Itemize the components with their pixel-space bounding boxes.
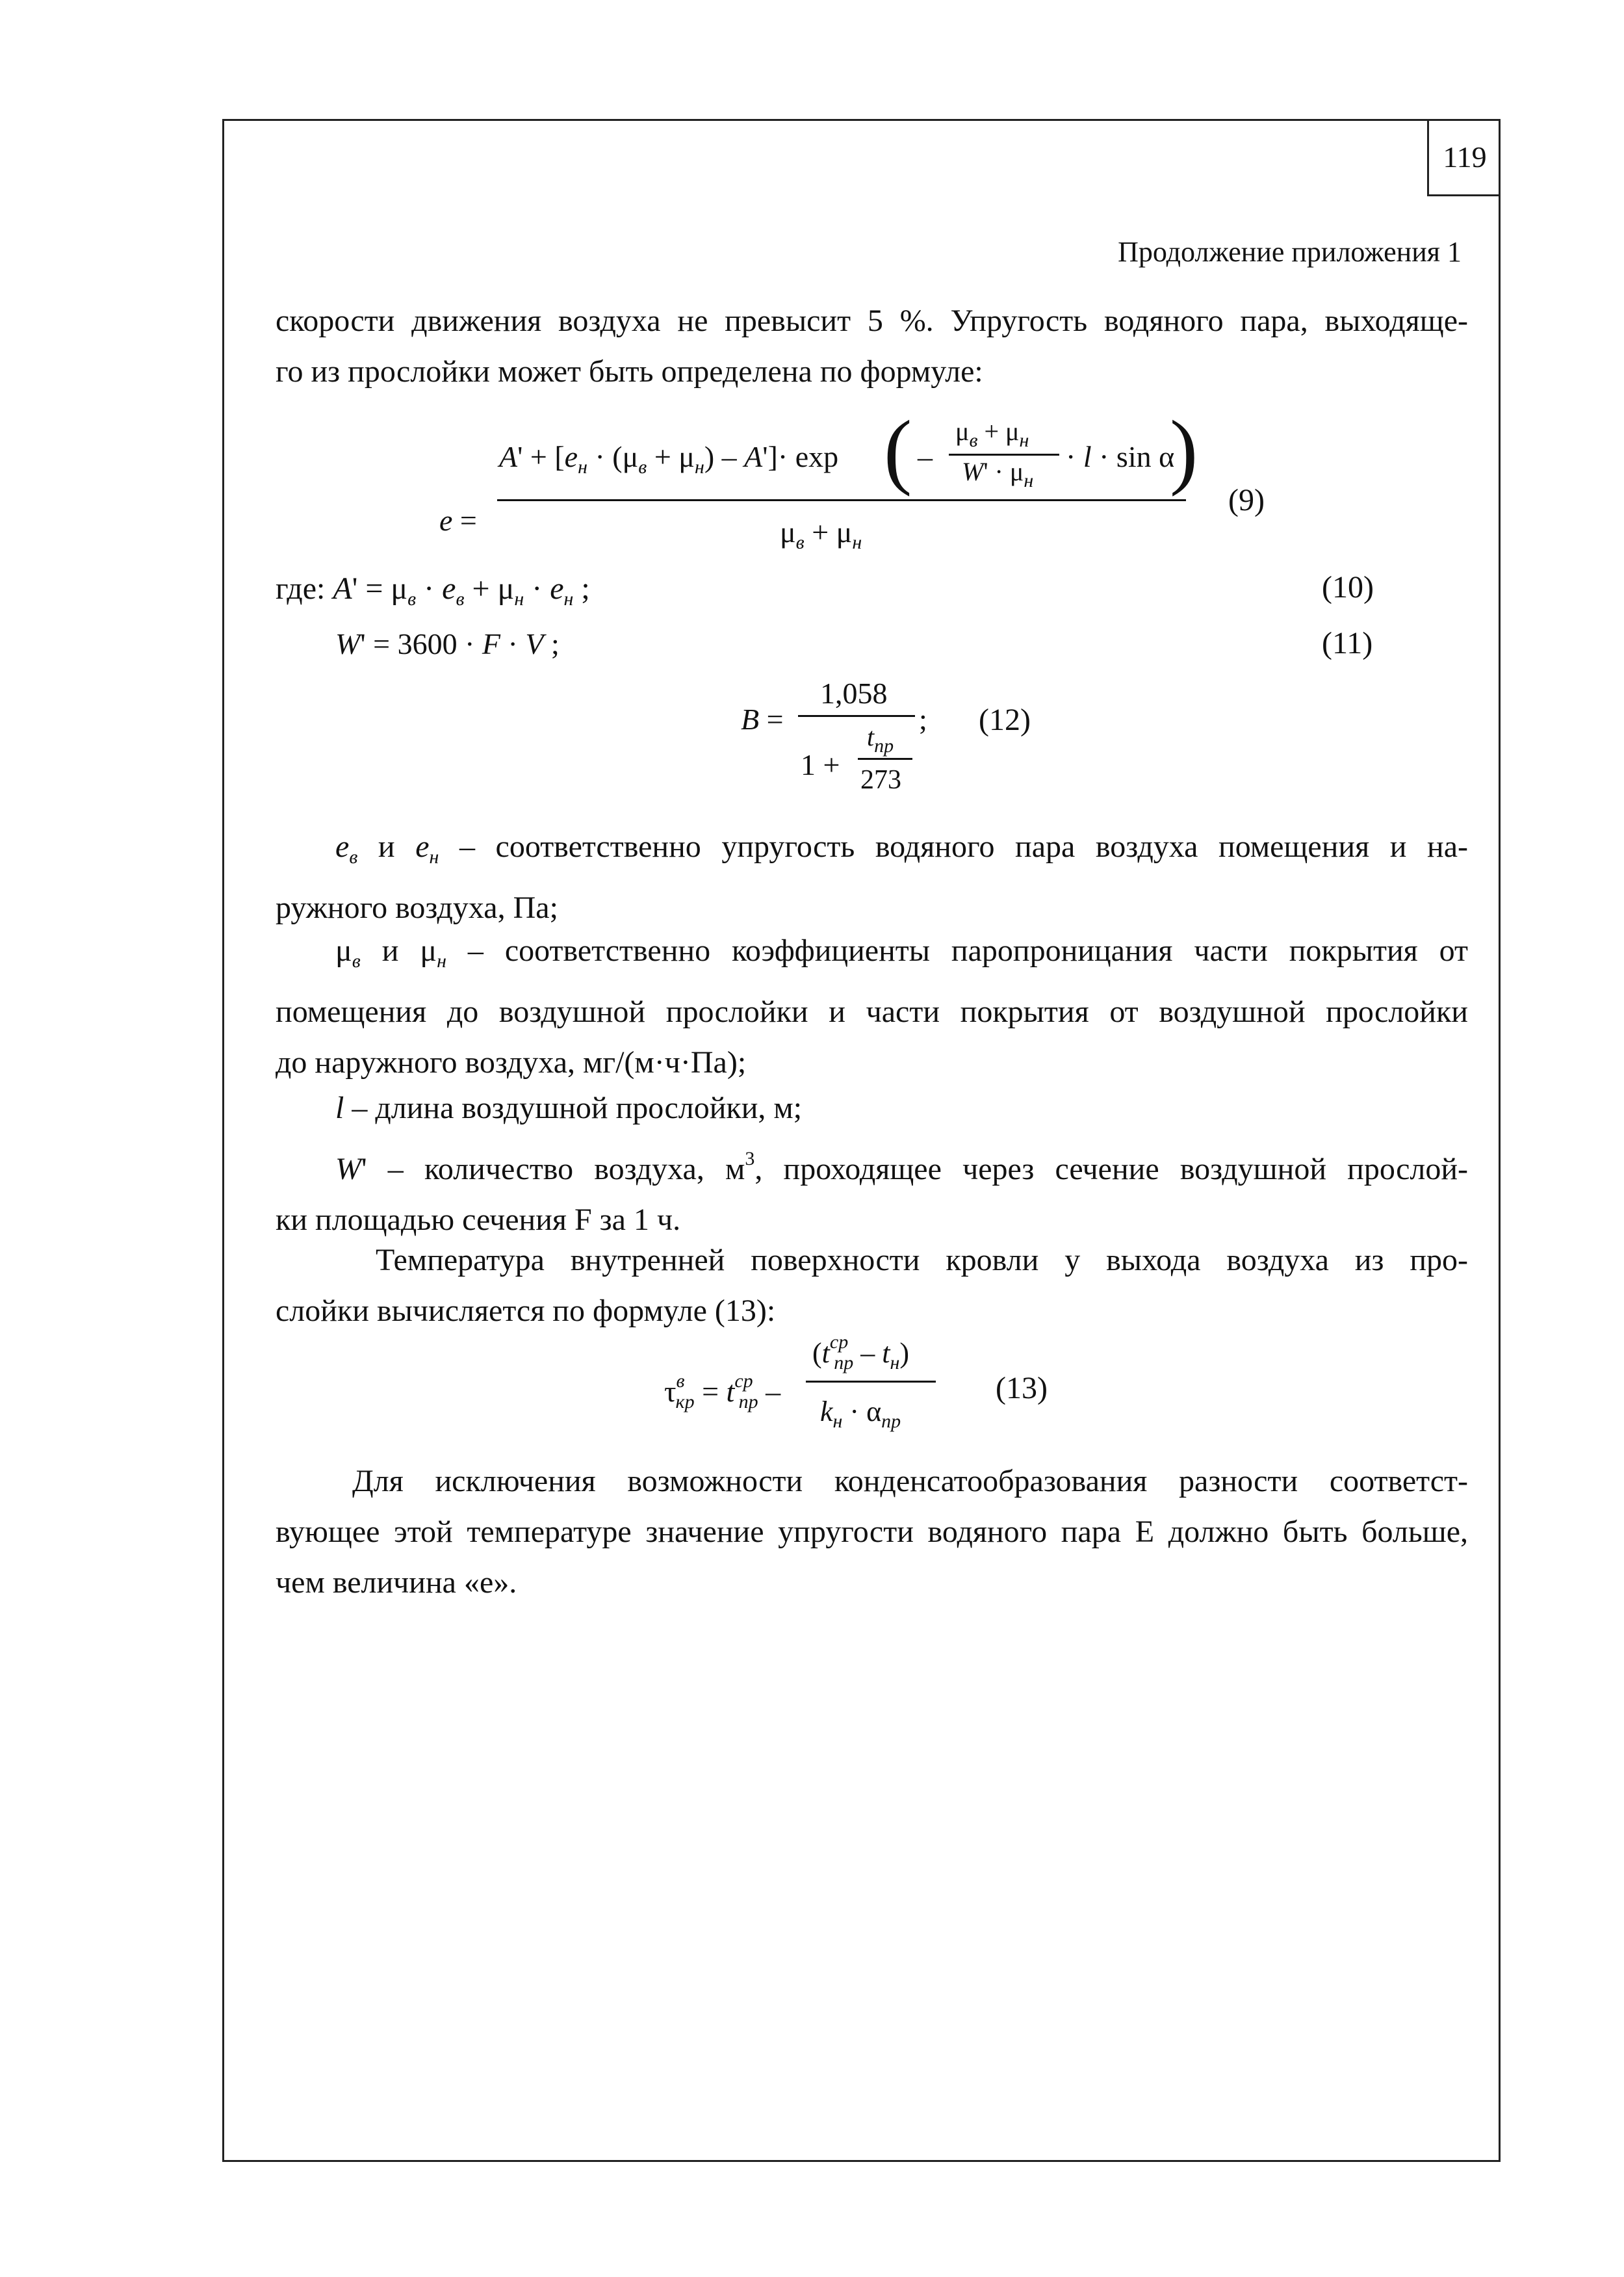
paragraph-conclusion: Для исключения возможности конденсатообразования разности соответст- вующее этой температуре значение упругости водяного пара Е должно быть больше, чем величина «е». [276, 1464, 1468, 1600]
equation-12-number: (12) [979, 703, 1031, 737]
equation-13-number: (13) [996, 1371, 1048, 1405]
equation-10-number: (10) [1322, 570, 1374, 605]
continuation-label: Продолжение приложения 1 [1118, 236, 1462, 268]
definition-e: $e_в$ и $e_н$ – соответственно упругость водяного пара воздуха помещения и на- ружного воздуха, Па; [276, 829, 1469, 925]
definition-l: l – длина воздушной прослойки, м; [335, 1091, 803, 1125]
equation-9-number: (9) [1228, 483, 1265, 517]
paragraph-temperature: Температура внутренней поверхности кровли у выхода воздуха из про- слойки вычисляется по формуле (13): [276, 1243, 1468, 1328]
page-number: 119 [1427, 119, 1501, 196]
equation-11-number: (11) [1322, 626, 1373, 660]
paragraph-intro: скорости движения воздуха не превысит 5 %. Упругость водяного пара, выходяще- го из прослойки может быть определена по формуле: [276, 304, 1468, 389]
definition-mu: $\mu_в$ и $\mu_н$ – соответственно коэффициенты паропроницания части покрытия от помещения до воздушной прослойки и части покрытия от воздушной прослойки до наружного воздуха, мг/(м·ч·Па); [276, 933, 1468, 1080]
definition-w: W' – количество воздуха, $м^3$, проходящее через сечение воздушной прослой- ки площадью сечения F за 1 ч. [276, 1148, 1468, 1237]
